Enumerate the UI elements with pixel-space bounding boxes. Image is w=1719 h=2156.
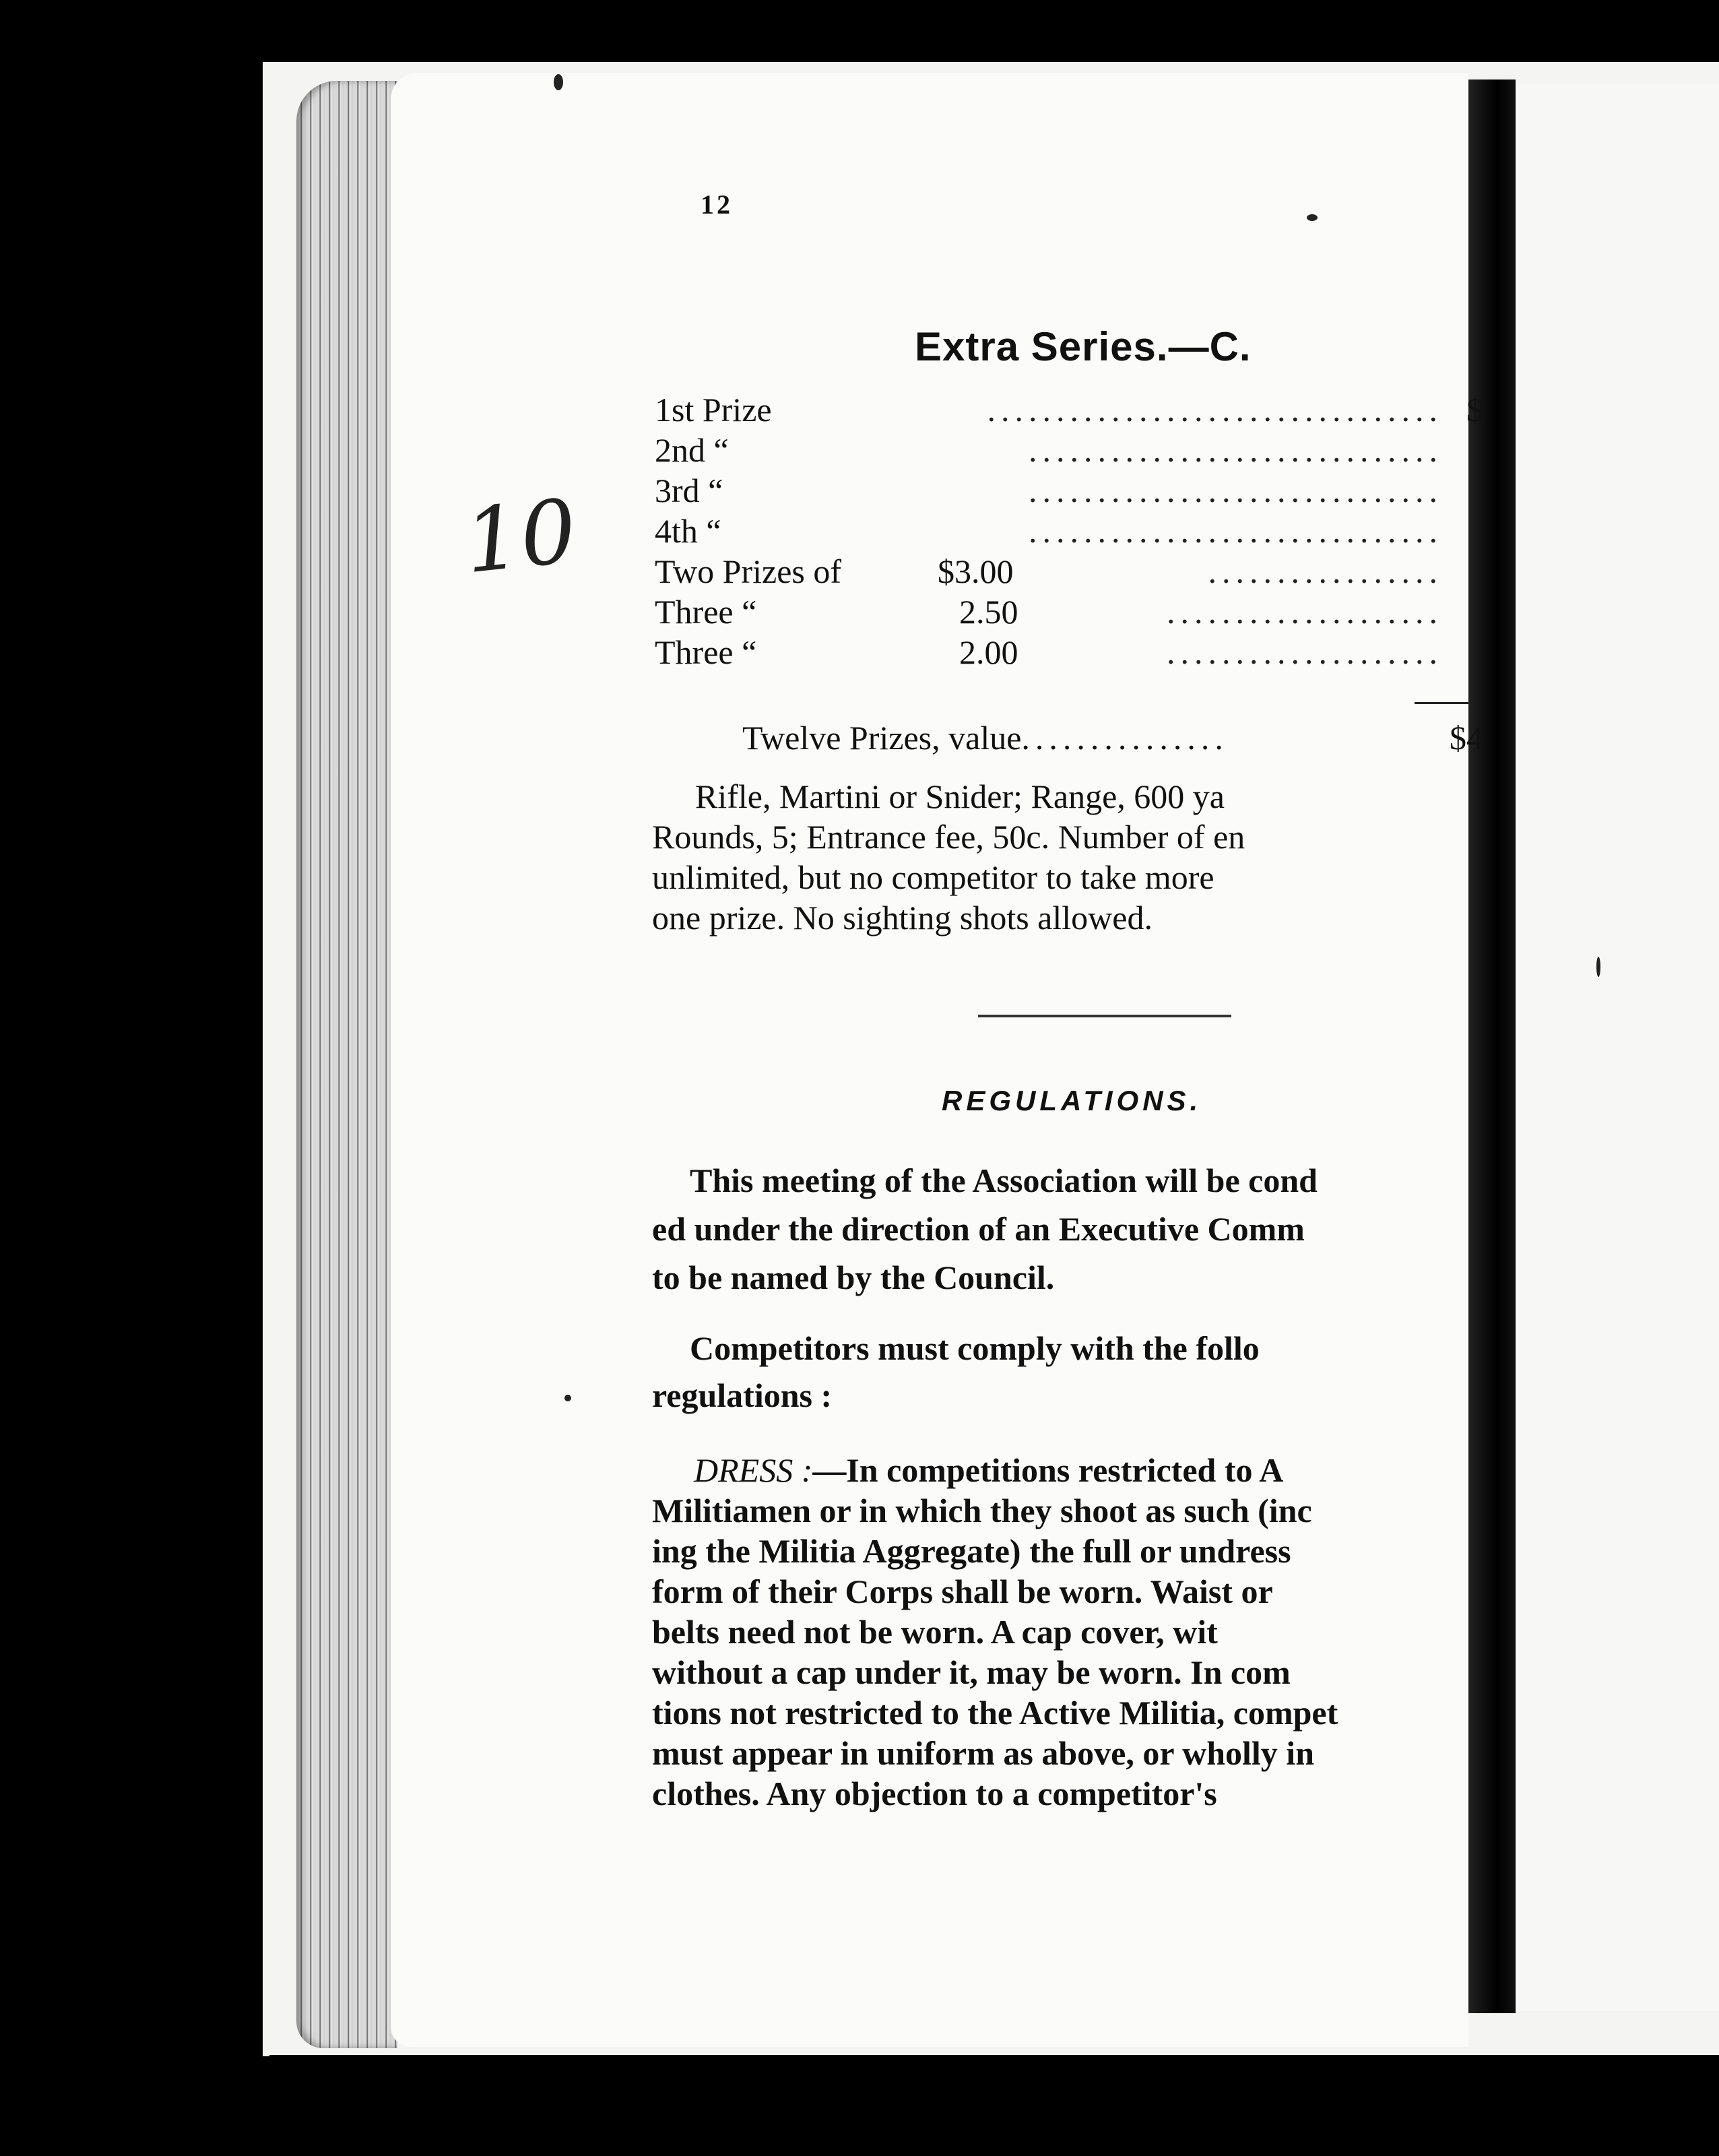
prize-row [655, 511, 1483, 551]
text-line: must appear in uniform as above, or wholly in [652, 1734, 1315, 1772]
scan-speck [564, 1395, 571, 1401]
leader-dots: ................................. [987, 391, 1443, 429]
text-line: Rifle, Martini or Snider; Range, 600 ya [695, 778, 1225, 815]
conditions-paragraph [652, 776, 1468, 938]
leader-dots: .............................. [1029, 472, 1443, 509]
text-line: This meeting of the Association will be cond [690, 1162, 1318, 1199]
leader-dots: .................... [1167, 593, 1443, 631]
leader-dots: .................... [1167, 633, 1443, 671]
prize-amount: $3.00 [938, 552, 1014, 590]
scan-speck [1596, 957, 1600, 977]
prize-row [655, 470, 1483, 511]
regulations-title: REGULATIONS. [942, 1085, 1202, 1116]
prize-amount: 2.50 [959, 593, 1018, 631]
total-label: Twelve Prizes, value [742, 719, 1022, 757]
text-line: ing the Militia Aggregate) the full or undress [652, 1532, 1291, 1570]
text-line: unlimited, but no competitor to take more [652, 858, 1214, 896]
text-line: form of their Corps shall be worn. Waist or [652, 1573, 1273, 1610]
text-line: clothes. Any objection to a competitor's [652, 1775, 1217, 1812]
text-line: to be named by the Council. [652, 1259, 1055, 1296]
text-line: regulations : [652, 1376, 833, 1414]
text-line: one prize. No sighting shots allowed. [652, 899, 1153, 937]
text-line: Militiamen or in which they shoot as such (inc [652, 1492, 1312, 1529]
handwritten-margin-note: 10 [459, 479, 581, 594]
text-line [652, 1450, 1468, 1490]
prize-row [655, 632, 1483, 672]
regulations-paragraph [652, 1156, 1468, 1302]
leader-dots: ................. [1208, 552, 1443, 590]
scan-bottom-border [269, 2055, 1719, 2156]
text-line: Rounds, 5; Entrance fee, 50c. Number of en [652, 818, 1245, 856]
prize-row [655, 430, 1483, 470]
prize-amount: 2.00 [959, 633, 1018, 671]
leader-dots: ............... [1021, 719, 1229, 757]
text-line: Competitors must comply with the follo [690, 1329, 1260, 1367]
text-line: belts need not be worn. A cap cover, wit [652, 1613, 1218, 1651]
dress-text: —In competitions restricted to A [812, 1451, 1284, 1489]
dress-paragraph [652, 1450, 1468, 1814]
page-number: 12 [701, 189, 733, 220]
book-gutter [1468, 80, 1516, 2013]
regulations-paragraph [652, 1325, 1468, 1419]
prize-label: Two Prizes of [655, 552, 842, 590]
prize-label: 3rd “ [655, 472, 723, 509]
prize-label: 4th “ [655, 512, 721, 550]
facing-page-edge [1516, 84, 1719, 2011]
prize-value: $ [1466, 391, 1483, 429]
prize-label: 2nd “ [655, 431, 729, 469]
book-fore-edge [296, 81, 397, 2048]
text-line: without a cap under it, may be worn. In com [652, 1653, 1291, 1691]
total-row [742, 714, 1483, 761]
leader-dots: .............................. [1029, 431, 1443, 469]
total-value: $4 [1450, 719, 1483, 757]
scan-speck [554, 74, 563, 90]
sum-rule [1415, 702, 1468, 704]
section-divider [978, 1015, 1231, 1017]
prize-row [655, 551, 1483, 592]
prize-label: 1st Prize [655, 391, 772, 429]
prize-label: Three “ [655, 633, 757, 671]
leader-dots: .............................. [1029, 512, 1443, 550]
dress-label: DRESS : [694, 1451, 813, 1489]
prize-row [655, 592, 1483, 632]
prize-label: Three “ [655, 593, 757, 631]
prize-row [655, 389, 1483, 430]
scan-speck [1307, 214, 1318, 221]
series-title: Extra Series.—C. [915, 324, 1252, 369]
text-line: ed under the direction of an Executive Comm [652, 1210, 1305, 1248]
text-line: tions not restricted to the Active Militia, compet [652, 1694, 1338, 1732]
